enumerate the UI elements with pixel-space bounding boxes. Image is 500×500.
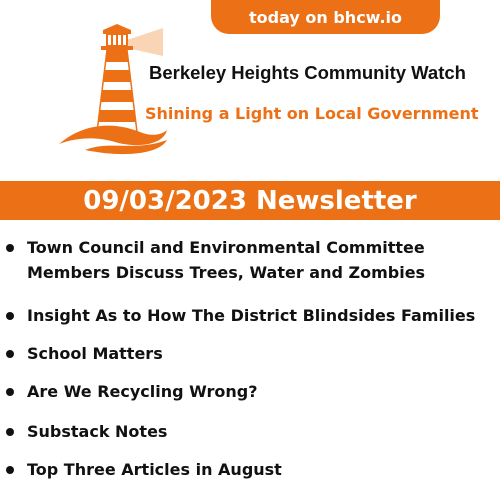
list-item[interactable]: [0, 303, 480, 328]
newsletter-banner: [0, 181, 500, 220]
list-item-label: Top Three Articles in August: [27, 460, 282, 479]
list-item-label: Substack Notes: [27, 422, 168, 441]
bullet-icon: [6, 350, 14, 358]
list-item-label: Are We Recycling Wrong?: [27, 382, 258, 401]
tagline: Shining a Light on Local Government: [145, 104, 479, 123]
list-item-label: School Matters: [27, 344, 163, 363]
list-item-label: Insight As to How The District Blindsides Families: [27, 306, 476, 325]
bullet-icon: [6, 466, 14, 474]
bullet-icon: [6, 428, 14, 436]
list-item-label: Town Council and Environmental Committee Members Discuss Trees, Water and Zombies: [27, 238, 426, 282]
list-item[interactable]: [0, 235, 480, 285]
newsletter-title: 09/03/2023 Newsletter: [83, 185, 417, 216]
lighthouse-icon: [55, 22, 175, 162]
list-item[interactable]: [0, 419, 480, 444]
bullet-icon: [6, 312, 14, 320]
org-title: Berkeley Heights Community Watch: [149, 62, 466, 83]
list-item[interactable]: [0, 457, 480, 482]
list-item[interactable]: [0, 341, 480, 366]
bhcw-link-label: today on bhcw.io: [249, 7, 402, 27]
bullet-icon: [6, 244, 14, 252]
bullet-icon: [6, 388, 14, 396]
bhcw-link-button[interactable]: [211, 0, 440, 34]
list-item[interactable]: [0, 379, 480, 404]
